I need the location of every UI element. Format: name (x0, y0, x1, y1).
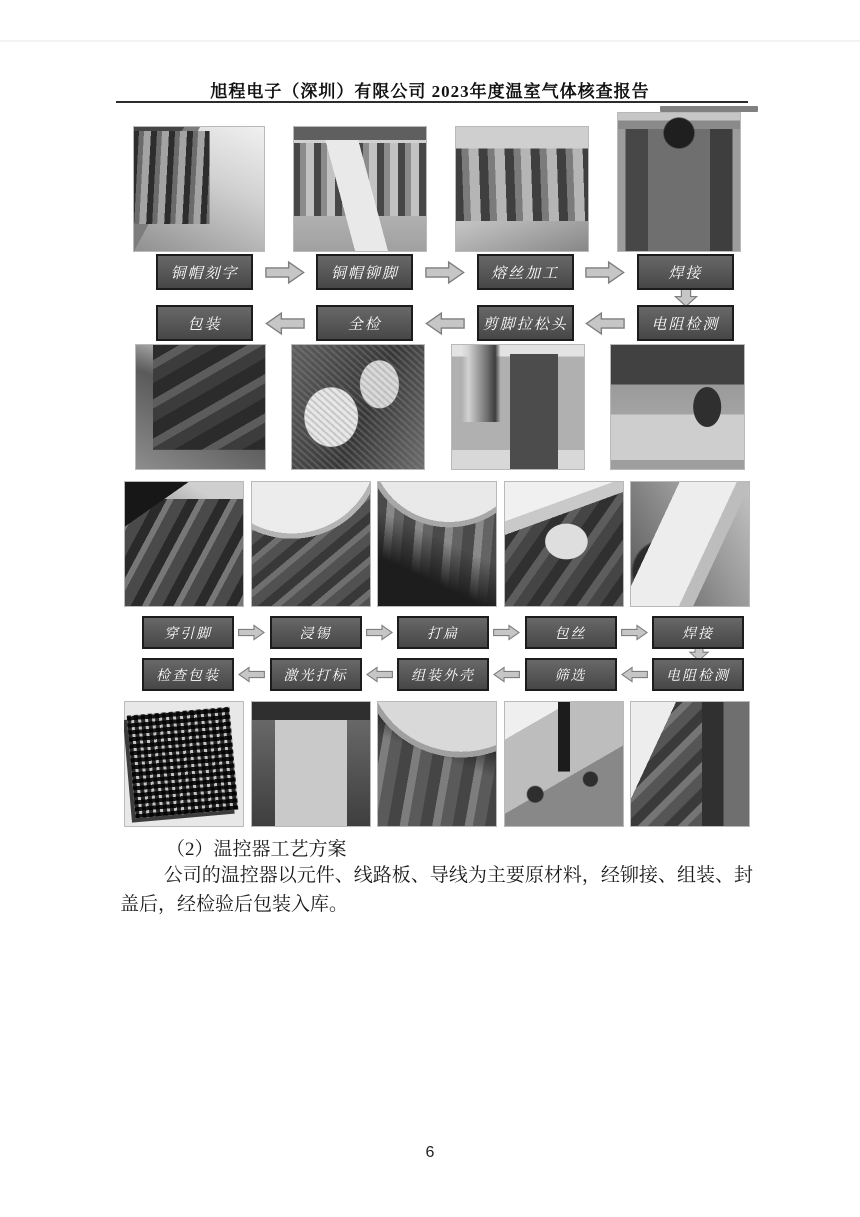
factory-photo (610, 344, 745, 470)
arrow-left-icon (366, 665, 393, 684)
flow-step: 筛选 (525, 658, 617, 691)
header-divider (116, 101, 748, 103)
factory-photo (251, 481, 371, 607)
factory-photo (133, 126, 265, 252)
flow-step: 熔丝加工 (477, 254, 574, 290)
flow-step: 打扁 (397, 616, 489, 649)
fuse-flow-top-row (156, 254, 734, 290)
section-heading: （2）温控器工艺方案 (166, 839, 347, 860)
factory-photo (124, 481, 244, 607)
flow-step: 组装外壳 (397, 658, 489, 691)
factory-photo (293, 126, 427, 252)
arrow-left-icon (265, 310, 305, 337)
flow-step: 全检 (316, 305, 413, 341)
component-tray-graphic (127, 707, 239, 819)
scan-artifact-line (0, 40, 860, 42)
arrow-right-icon (265, 259, 305, 286)
arrow-right-icon (621, 623, 648, 642)
arrow-left-icon (425, 310, 465, 337)
factory-photo (251, 701, 371, 827)
flow-step: 浸锡 (270, 616, 362, 649)
photo-strip-fuse-workshop (133, 112, 741, 252)
page-number: 6 (425, 1144, 435, 1161)
photo-strip-machine-closeups (124, 481, 750, 607)
flow-step: 电阻检测 (637, 305, 734, 341)
factory-photo (124, 701, 244, 827)
arrow-left-icon (493, 665, 520, 684)
factory-photo (504, 481, 624, 607)
photo-strip-assembly-closeups (124, 701, 750, 827)
factory-photo (504, 701, 624, 827)
factory-photo (630, 701, 750, 827)
arrow-right-icon (493, 623, 520, 642)
flow-step: 剪脚拉松头 (477, 305, 574, 341)
flow-step: 铜帽刻字 (156, 254, 253, 290)
flow-step: 焊接 (652, 616, 744, 649)
arrow-right-icon (366, 623, 393, 642)
factory-photo (455, 126, 589, 252)
factory-photo (617, 112, 741, 252)
page-title: 旭程电子（深圳）有限公司 2023年度温室气体核查报告 (210, 82, 650, 101)
photo-strip-fuse-process (135, 344, 745, 470)
thermostat-flow-bottom-row (142, 658, 744, 691)
flow-step: 电阻检测 (652, 658, 744, 691)
arrow-right-icon (238, 623, 265, 642)
arrow-left-icon (621, 665, 648, 684)
thermostat-flow-top-row (142, 616, 744, 649)
body-paragraph: 公司的温控器以元件、线路板、导线为主要原材料，经铆接、组装、封盖后，经检验后包装入库。 (120, 865, 753, 915)
factory-photo (630, 481, 750, 607)
arrow-left-icon (585, 310, 625, 337)
flow-step: 检查包装 (142, 658, 234, 691)
flow-step: 穿引脚 (142, 616, 234, 649)
arrow-right-icon (585, 259, 625, 286)
factory-photo (377, 481, 497, 607)
arrow-right-icon (425, 259, 465, 286)
flow-step: 焊接 (637, 254, 734, 290)
fuse-flow-bottom-row (156, 305, 734, 341)
factory-photo (135, 344, 266, 470)
flow-step: 铜帽铆脚 (316, 254, 413, 290)
factory-photo (291, 344, 425, 470)
flow-step: 包丝 (525, 616, 617, 649)
factory-photo (377, 701, 497, 827)
arrow-left-icon (238, 665, 265, 684)
factory-photo (451, 344, 585, 470)
flow-step: 包装 (156, 305, 253, 341)
flow-step: 激光打标 (270, 658, 362, 691)
